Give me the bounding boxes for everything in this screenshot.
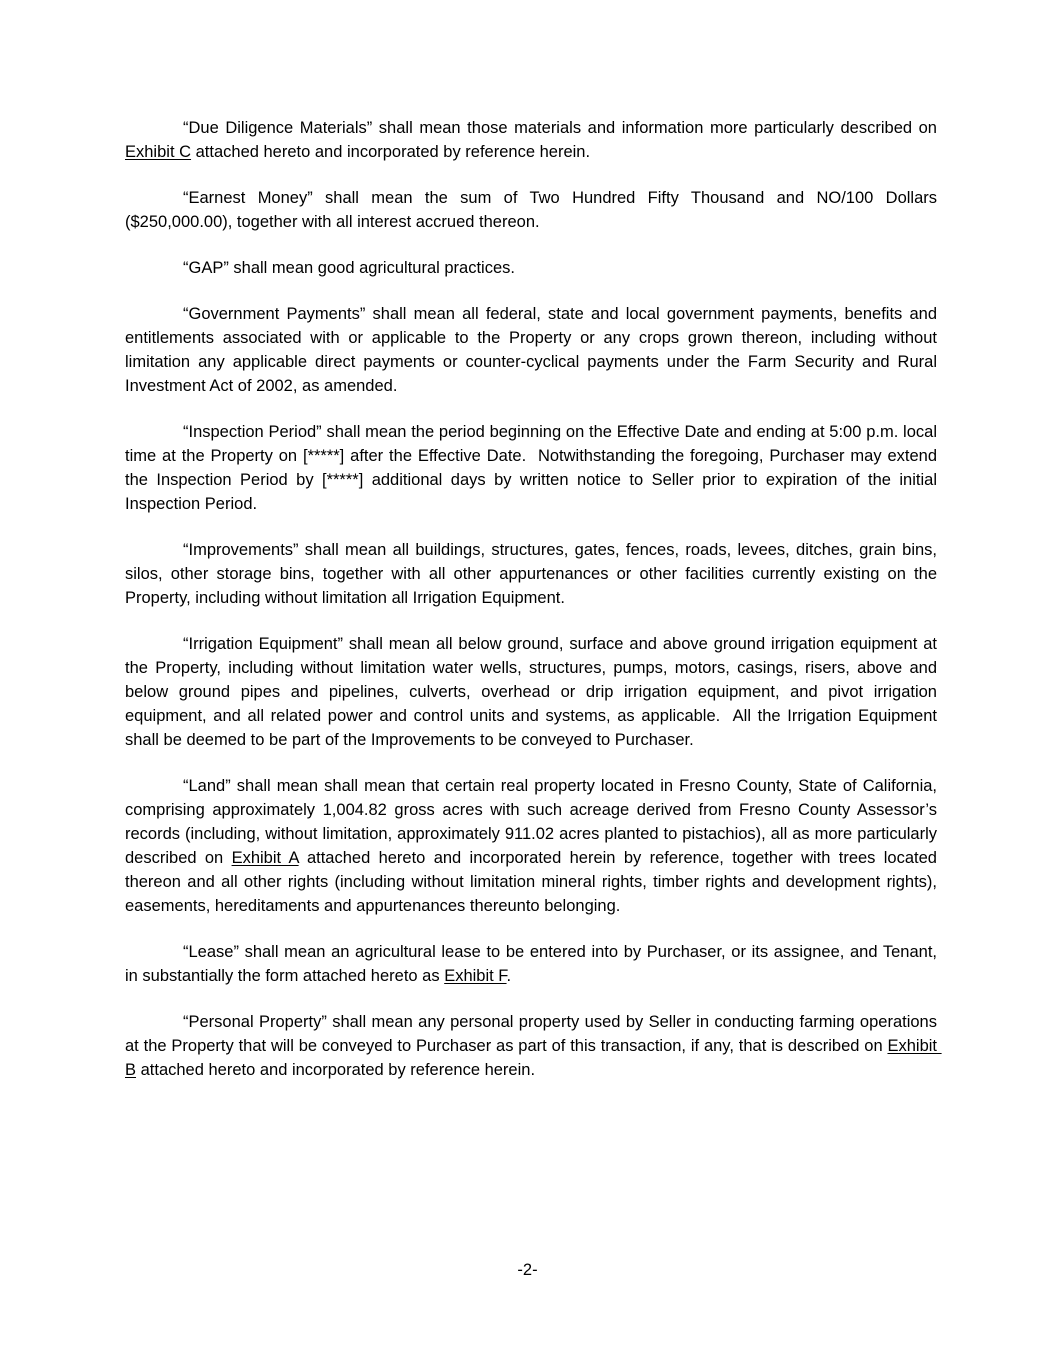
paragraph xyxy=(125,256,937,280)
paragraph xyxy=(125,1010,942,1082)
paragraph-text: . xyxy=(506,967,512,985)
paragraph-text: “Land” shall mean shall mean that certain real property located in Fresno County, State of California, comprising approximately 1,004.82 gross acres with such acreage derived from Fresno County Assessor’s records (including, without limitation, approximately 911.02 acres planted to pistachios), all as more particularly described on xyxy=(125,777,942,867)
paragraph-text: “Earnest Money” shall mean the sum of Two Hundred Fifty Thousand and NO/100 Dollars ($250,000.00), together with all interest accrued thereon. xyxy=(125,189,942,231)
paragraph xyxy=(125,420,942,516)
page-number: -2- xyxy=(517,1261,538,1279)
exhibit-reference: Exhibit F xyxy=(444,967,507,985)
paragraph-text: “Government Payments” shall mean all federal, state and local government payments, benefits and entitlements associated with or applicable to the Property or any crops grown thereon, including without limitation any applicable direct payments or counter-cyclical payments under the Farm Security and Rural Investment Act of 2002, as amended. xyxy=(125,305,942,395)
paragraph xyxy=(125,538,942,610)
paragraph xyxy=(125,186,942,234)
exhibit-reference: Exhibit B xyxy=(125,1037,942,1079)
paragraph-text: attached hereto and incorporated by reference herein. xyxy=(136,1061,536,1079)
exhibit-reference: Exhibit C xyxy=(125,143,192,161)
paragraph-text: “Lease” shall mean an agricultural lease to be entered into by Purchaser, or its assignee, and Tenant, in substantially the form attached hereto as xyxy=(125,943,942,985)
paragraph-text: attached hereto and incorporated herein by reference, together with trees located thereon and all other rights (including without limitation mineral rights, timber rights and development rights), easements, hereditaments and appurtenances thereunto belonging. xyxy=(125,849,942,915)
paragraph xyxy=(125,302,942,398)
paragraph xyxy=(125,774,942,918)
paragraph-text: “Personal Property” shall mean any personal property used by Seller in conducting farming operations at the Property that will be conveyed to Purchaser as part of this transaction, if any, that is described on xyxy=(125,1013,942,1055)
paragraph-text: “GAP” shall mean good agricultural practices. xyxy=(183,259,515,277)
paragraph xyxy=(125,632,942,752)
paragraph-text: “Due Diligence Materials” shall mean those materials and information more particularly described on xyxy=(183,119,942,137)
paragraph xyxy=(125,116,942,164)
exhibit-reference: Exhibit A xyxy=(231,849,299,867)
document-body xyxy=(125,116,942,1104)
paragraph-text: “Improvements” shall mean all buildings, structures, gates, fences, roads, levees, ditches, grain bins, silos, other storage bins, together with all other appurtenances or other facilities currently existing on the Property, including without limitation all Irrigation Equipment. xyxy=(125,541,942,607)
paragraph-text: “Irrigation Equipment” shall mean all below ground, surface and above ground irrigation equipment at the Property, including without limitation water wells, structures, pumps, motors, casings, risers, above and below ground pipes and pipelines, culverts, overhead or drip irrigation equipment, and pivot irrigation equipment, and all related power and control units and systems, as applicable. All the Irrigation Equipment shall be deemed to be part of the Improvements to be conveyed to Purchaser. xyxy=(125,635,942,749)
paragraph xyxy=(125,940,942,988)
paragraph-text: attached hereto and incorporated by reference herein. xyxy=(191,143,591,161)
paragraph-text: “Inspection Period” shall mean the period beginning on the Effective Date and ending at 5:00 p.m. local time at the Property on [*****] after the Effective Date. Notwithstanding the foregoing, Purchaser may extend the Inspection Period by [*****] additional days by written notice to Seller prior to expiration of the initial Inspection Period. xyxy=(125,423,942,513)
